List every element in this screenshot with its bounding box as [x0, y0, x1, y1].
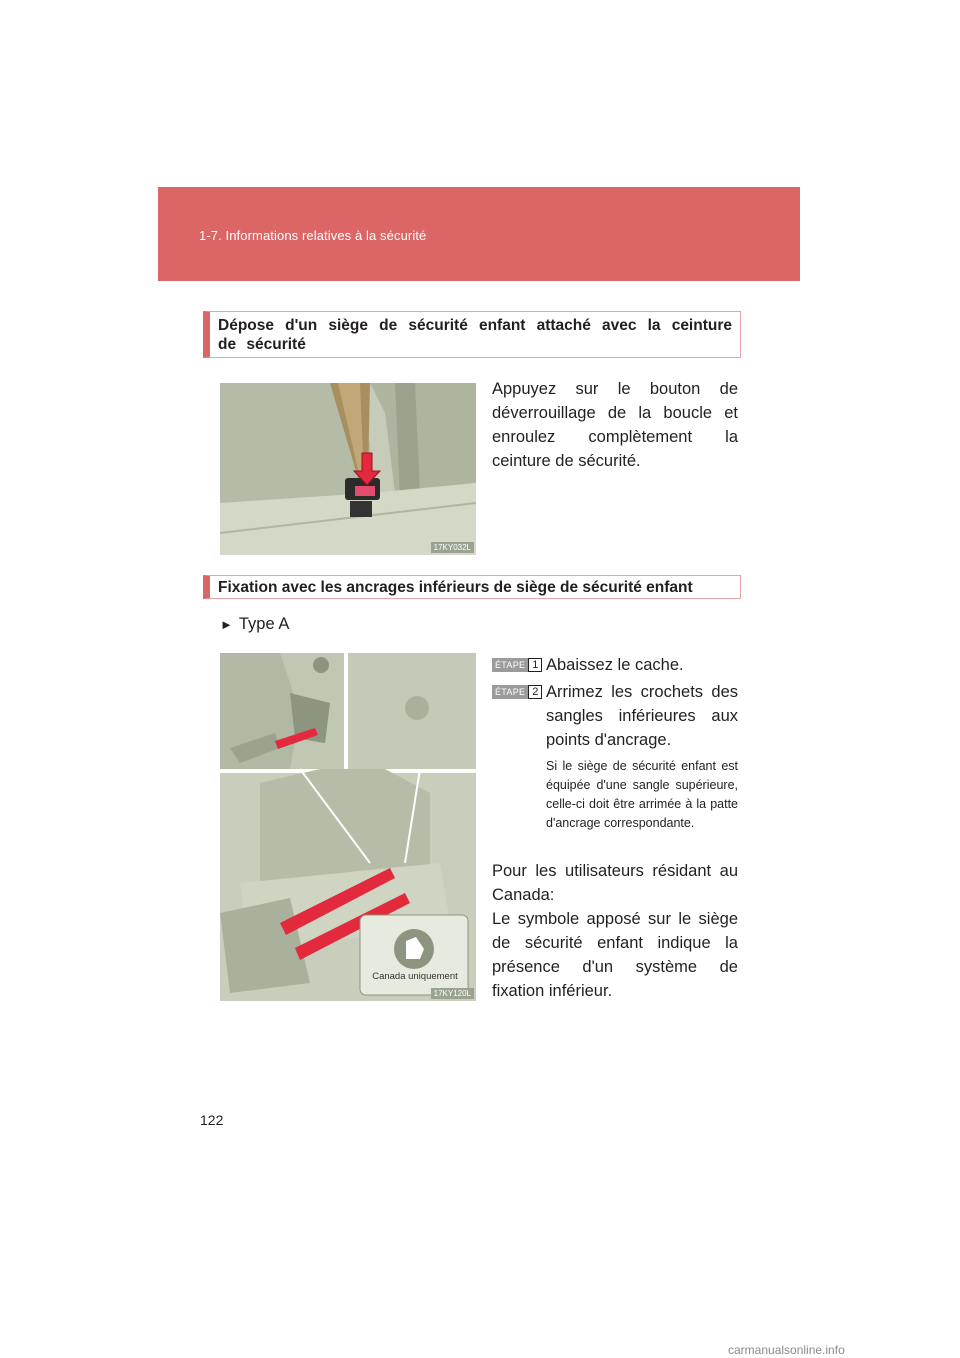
step-badge-label: ÉTAPE	[492, 658, 528, 672]
step-badge-number: 1	[528, 658, 542, 672]
canada-only-caption: Canada uniquement	[372, 971, 458, 982]
section-heading-box-lower-anchors	[203, 575, 741, 599]
section-heading-box-removal	[203, 311, 741, 358]
step-badge	[492, 658, 542, 672]
step-badge-label: ÉTAPE	[492, 685, 528, 699]
image-code: 17KY120L	[431, 988, 474, 999]
step-text: Abaissez le cache.	[546, 656, 684, 674]
triangle-arrow-icon: ►	[220, 617, 233, 632]
image-code: 17KY032L	[431, 542, 474, 553]
top-tether-note: Si le siège de sécurité enfant est équipée d'une sangle supérieure, celle-ci doit être arrimée à la patte d'ancrage correspondante.	[546, 759, 738, 830]
step-badge-number: 2	[528, 685, 542, 699]
removal-instruction-text: Appuyez sur le bouton de déverrouillage de la boucle et enroulez complètement la ceinture de sécurité.	[492, 380, 738, 470]
section-heading-lower-anchors: Fixation avec les ancrages inférieurs de siège de sécurité enfant	[218, 579, 693, 596]
seatbelt-buckle-illustration	[220, 383, 476, 555]
chapter-section-title: 1-7. Informations relatives à la sécurité	[199, 228, 427, 243]
page-number: 122	[200, 1112, 224, 1128]
step-text: Arrimez les crochets des sangles inférieures aux points d'ancrage.	[546, 683, 738, 749]
lower-anchor-illustration	[220, 653, 476, 1001]
type-label-text: Type A	[238, 615, 290, 633]
chapter-header-band	[158, 187, 800, 281]
canada-symbol-text: Pour les utilisateurs résidant au Canada: Le symbole apposé sur le siège de sécurité enfant indique la présence d'un système de fixation inférieur.	[492, 862, 738, 1000]
watermark: carmanualsonline.info	[728, 1343, 845, 1357]
type-label	[220, 615, 289, 634]
step-1	[492, 653, 738, 677]
section-heading-removal: Dépose d'un siège de sécurité enfant attaché avec la ceinture de sécurité	[218, 317, 732, 353]
step-badge	[492, 685, 542, 699]
step-2	[492, 680, 738, 752]
